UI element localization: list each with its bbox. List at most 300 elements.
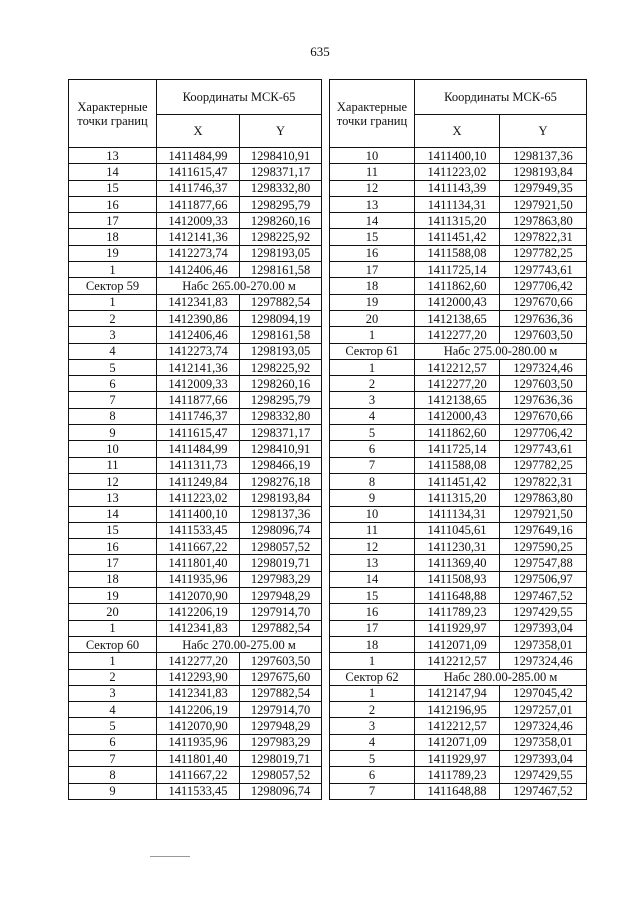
table-row [330, 213, 587, 229]
coord-x: 1411588,08 [415, 245, 500, 261]
coord-y: 1297670,66 [500, 408, 587, 424]
coord-x: 1411746,37 [157, 408, 240, 424]
coord-x: 1411615,47 [157, 425, 240, 441]
coord-x: 1412406,46 [157, 262, 240, 278]
table-row [330, 588, 587, 604]
coord-x: 1412341,83 [157, 620, 240, 636]
coord-x: 1411484,99 [157, 148, 240, 164]
point-number: 13 [330, 555, 415, 571]
coord-y: 1298161,58 [240, 262, 322, 278]
sector-row [69, 636, 322, 652]
coord-y: 1297603,50 [500, 376, 587, 392]
coord-y: 1298057,52 [240, 767, 322, 783]
table-row [330, 196, 587, 212]
table-row [330, 327, 587, 343]
coord-x: 1411862,60 [415, 425, 500, 441]
header-coords-group: Координаты МСК-65 [157, 80, 322, 115]
coord-y: 1297921,50 [500, 196, 587, 212]
point-number: 2 [330, 702, 415, 718]
point-number: 1 [330, 327, 415, 343]
coord-y: 1298193,05 [240, 343, 322, 359]
point-number: 19 [69, 245, 157, 261]
coord-x: 1412009,33 [157, 213, 240, 229]
point-number: 14 [330, 571, 415, 587]
table-row [69, 718, 322, 734]
coord-x: 1411400,10 [415, 148, 500, 164]
coord-x: 1411615,47 [157, 164, 240, 180]
coord-x: 1411588,08 [415, 457, 500, 473]
coord-y: 1297547,88 [500, 555, 587, 571]
table-row [69, 669, 322, 685]
sector-row [330, 669, 587, 685]
point-number: 16 [69, 196, 157, 212]
point-number: 8 [69, 408, 157, 424]
header-x: X [157, 115, 240, 148]
header-y: Y [500, 115, 587, 148]
point-number: 1 [69, 294, 157, 310]
coord-y: 1297429,55 [500, 767, 587, 783]
table-row [69, 783, 322, 799]
coord-y: 1298332,80 [240, 180, 322, 196]
point-number: 12 [330, 180, 415, 196]
coord-y: 1297782,25 [500, 245, 587, 261]
sector-label: Сектор 60 [69, 636, 157, 652]
coord-x: 1412212,57 [415, 718, 500, 734]
table-row [69, 490, 322, 506]
table-row [69, 620, 322, 636]
point-number: 4 [69, 343, 157, 359]
table-row [330, 522, 587, 538]
table-body-left [69, 148, 322, 800]
sector-altitude: Набс 270.00-275.00 м [157, 636, 322, 652]
point-number: 6 [330, 767, 415, 783]
coord-y: 1298137,36 [240, 506, 322, 522]
point-number: 14 [330, 213, 415, 229]
table-row [69, 750, 322, 766]
point-number: 5 [69, 718, 157, 734]
coord-x: 1411451,42 [415, 229, 500, 245]
point-number: 17 [69, 213, 157, 229]
coord-x: 1412277,20 [415, 327, 500, 343]
coord-y: 1297603,50 [500, 327, 587, 343]
coord-y: 1297257,01 [500, 702, 587, 718]
sector-label: Сектор 62 [330, 669, 415, 685]
coord-x: 1411134,31 [415, 196, 500, 212]
table-row [69, 457, 322, 473]
coord-x: 1412147,94 [415, 685, 500, 701]
point-number: 17 [330, 262, 415, 278]
coord-x: 1412206,19 [157, 702, 240, 718]
coord-x: 1411648,88 [415, 588, 500, 604]
coord-x: 1412141,36 [157, 359, 240, 375]
coord-x: 1411230,31 [415, 539, 500, 555]
coord-y: 1297324,46 [500, 359, 587, 375]
coord-y: 1298096,74 [240, 783, 322, 799]
point-number: 12 [330, 539, 415, 555]
point-number: 2 [330, 376, 415, 392]
point-number: 20 [69, 604, 157, 620]
coord-y: 1297358,01 [500, 734, 587, 750]
table-row [330, 310, 587, 326]
point-number: 16 [330, 245, 415, 261]
coord-y: 1298466,19 [240, 457, 322, 473]
coord-x: 1411929,97 [415, 750, 500, 766]
table-row [330, 750, 587, 766]
coord-x: 1412212,57 [415, 359, 500, 375]
coord-x: 1411801,40 [157, 750, 240, 766]
point-number: 1 [69, 653, 157, 669]
point-number: 1 [330, 653, 415, 669]
table-row [330, 718, 587, 734]
coord-x: 1412138,65 [415, 310, 500, 326]
table-row [330, 685, 587, 701]
point-number: 2 [69, 310, 157, 326]
table-row [69, 734, 322, 750]
coord-y: 1298371,17 [240, 164, 322, 180]
table-row [330, 441, 587, 457]
table-row [69, 359, 322, 375]
table-row [69, 229, 322, 245]
table-row [69, 425, 322, 441]
coord-y: 1297949,35 [500, 180, 587, 196]
coord-x: 1412071,09 [415, 636, 500, 652]
coord-y: 1297636,36 [500, 310, 587, 326]
coord-x: 1412341,83 [157, 294, 240, 310]
point-number: 10 [330, 506, 415, 522]
coord-y: 1297948,29 [240, 718, 322, 734]
point-number: 18 [69, 229, 157, 245]
point-number: 13 [69, 490, 157, 506]
point-number: 6 [330, 441, 415, 457]
table-row [330, 278, 587, 294]
coord-x: 1412277,20 [157, 653, 240, 669]
table-row [330, 604, 587, 620]
table-row [69, 408, 322, 424]
table-row [330, 734, 587, 750]
point-number: 3 [330, 392, 415, 408]
scan-mark [150, 856, 190, 857]
point-number: 19 [330, 294, 415, 310]
point-number: 5 [330, 750, 415, 766]
coord-x: 1411508,93 [415, 571, 500, 587]
coord-y: 1298410,91 [240, 441, 322, 457]
table-row [330, 539, 587, 555]
table-row [69, 376, 322, 392]
point-number: 15 [69, 180, 157, 196]
coord-y: 1297706,42 [500, 425, 587, 441]
coord-y: 1297863,80 [500, 213, 587, 229]
point-number: 6 [69, 376, 157, 392]
coord-y: 1298137,36 [500, 148, 587, 164]
table-row [330, 180, 587, 196]
coord-y: 1298096,74 [240, 522, 322, 538]
coord-y: 1298094,19 [240, 310, 322, 326]
coord-y: 1298193,05 [240, 245, 322, 261]
table-row [69, 294, 322, 310]
table-row [330, 262, 587, 278]
table-row [69, 588, 322, 604]
point-number: 9 [69, 783, 157, 799]
table-row [330, 229, 587, 245]
coord-x: 1411143,39 [415, 180, 500, 196]
coord-y: 1297670,66 [500, 294, 587, 310]
header-coords-group: Координаты МСК-65 [415, 80, 587, 115]
table-row [69, 262, 322, 278]
point-number: 10 [69, 441, 157, 457]
coord-y: 1298019,71 [240, 750, 322, 766]
coordinates-table-right [329, 79, 587, 800]
sector-row [330, 343, 587, 359]
table-row [330, 636, 587, 652]
table-row [330, 767, 587, 783]
coord-x: 1411451,42 [415, 473, 500, 489]
point-number: 19 [69, 588, 157, 604]
coord-y: 1297393,04 [500, 620, 587, 636]
table-row [69, 555, 322, 571]
coord-y: 1297706,42 [500, 278, 587, 294]
point-number: 15 [330, 588, 415, 604]
coord-x: 1411935,96 [157, 571, 240, 587]
coord-y: 1298193,84 [240, 490, 322, 506]
coord-x: 1411725,14 [415, 441, 500, 457]
coord-y: 1298225,92 [240, 229, 322, 245]
coord-y: 1298371,17 [240, 425, 322, 441]
sector-altitude: Набс 280.00-285.00 м [415, 669, 587, 685]
point-number: 7 [69, 750, 157, 766]
coord-x: 1411929,97 [415, 620, 500, 636]
coord-y: 1298019,71 [240, 555, 322, 571]
coord-y: 1297822,31 [500, 473, 587, 489]
table-row [69, 213, 322, 229]
table-row [330, 506, 587, 522]
table-row [69, 767, 322, 783]
coord-x: 1412206,19 [157, 604, 240, 620]
coord-y: 1298225,92 [240, 359, 322, 375]
coord-x: 1412212,57 [415, 653, 500, 669]
coord-y: 1297948,29 [240, 588, 322, 604]
table-row [69, 702, 322, 718]
point-number: 7 [69, 392, 157, 408]
point-number: 1 [330, 685, 415, 701]
coord-y: 1297636,36 [500, 392, 587, 408]
table-row [69, 343, 322, 359]
table-row [330, 457, 587, 473]
coord-x: 1411667,22 [157, 539, 240, 555]
table-row [69, 196, 322, 212]
coord-y: 1297914,70 [240, 702, 322, 718]
coord-x: 1412277,20 [415, 376, 500, 392]
table-row [69, 571, 322, 587]
table-row [330, 425, 587, 441]
coord-y: 1297743,61 [500, 441, 587, 457]
coord-y: 1297882,54 [240, 685, 322, 701]
table-row [330, 571, 587, 587]
sector-row [69, 278, 322, 294]
coord-y: 1298332,80 [240, 408, 322, 424]
coord-x: 1412293,90 [157, 669, 240, 685]
coord-x: 1411533,45 [157, 783, 240, 799]
table-row [69, 392, 322, 408]
coord-x: 1411725,14 [415, 262, 500, 278]
coord-y: 1297358,01 [500, 636, 587, 652]
point-number: 8 [330, 473, 415, 489]
point-number: 13 [69, 148, 157, 164]
point-number: 5 [69, 359, 157, 375]
point-number: 2 [69, 669, 157, 685]
point-number: 18 [330, 278, 415, 294]
coord-y: 1298193,84 [500, 164, 587, 180]
table-row [69, 441, 322, 457]
coord-y: 1297467,52 [500, 783, 587, 799]
point-number: 6 [69, 734, 157, 750]
coord-y: 1297914,70 [240, 604, 322, 620]
coord-x: 1411533,45 [157, 522, 240, 538]
table-row [330, 555, 587, 571]
point-number: 18 [330, 636, 415, 652]
coord-x: 1411400,10 [157, 506, 240, 522]
point-number: 17 [330, 620, 415, 636]
table-row [330, 408, 587, 424]
coord-y: 1297675,60 [240, 669, 322, 685]
point-number: 20 [330, 310, 415, 326]
point-number: 4 [330, 408, 415, 424]
header-points: Характерные точки границ [330, 80, 415, 148]
coord-y: 1297324,46 [500, 653, 587, 669]
coord-x: 1411311,73 [157, 457, 240, 473]
table-row [330, 359, 587, 375]
coord-x: 1412071,09 [415, 734, 500, 750]
coord-x: 1411648,88 [415, 783, 500, 799]
coord-y: 1297649,16 [500, 522, 587, 538]
coord-y: 1298295,79 [240, 196, 322, 212]
point-number: 9 [330, 490, 415, 506]
coord-x: 1412141,36 [157, 229, 240, 245]
table-row [330, 783, 587, 799]
table-row [330, 653, 587, 669]
table-row [69, 245, 322, 261]
coord-y: 1297429,55 [500, 604, 587, 620]
coord-y: 1297882,54 [240, 294, 322, 310]
point-number: 16 [330, 604, 415, 620]
coord-y: 1297782,25 [500, 457, 587, 473]
coord-x: 1412138,65 [415, 392, 500, 408]
coord-y: 1297506,97 [500, 571, 587, 587]
point-number: 7 [330, 457, 415, 473]
coord-y: 1298276,18 [240, 473, 322, 489]
coord-y: 1298410,91 [240, 148, 322, 164]
coord-x: 1412390,86 [157, 310, 240, 326]
table-row [330, 148, 587, 164]
table-row [330, 376, 587, 392]
table-row [69, 164, 322, 180]
point-number: 17 [69, 555, 157, 571]
point-number: 13 [330, 196, 415, 212]
point-number: 3 [69, 327, 157, 343]
point-number: 1 [330, 359, 415, 375]
coord-x: 1411935,96 [157, 734, 240, 750]
table-row [69, 506, 322, 522]
point-number: 18 [69, 571, 157, 587]
coord-x: 1411369,40 [415, 555, 500, 571]
coord-x: 1411789,23 [415, 767, 500, 783]
point-number: 9 [69, 425, 157, 441]
point-number: 14 [69, 506, 157, 522]
coord-y: 1297590,25 [500, 539, 587, 555]
table-row [330, 392, 587, 408]
coord-x: 1412196,95 [415, 702, 500, 718]
coord-y: 1297393,04 [500, 750, 587, 766]
point-number: 1 [69, 620, 157, 636]
point-number: 3 [330, 718, 415, 734]
table-row [330, 164, 587, 180]
table-row [69, 539, 322, 555]
coord-y: 1298260,16 [240, 376, 322, 392]
coord-y: 1298057,52 [240, 539, 322, 555]
header-y: Y [240, 115, 322, 148]
coord-x: 1411249,84 [157, 473, 240, 489]
coord-y: 1297822,31 [500, 229, 587, 245]
table-row [69, 310, 322, 326]
sector-label: Сектор 59 [69, 278, 157, 294]
point-number: 14 [69, 164, 157, 180]
coord-y: 1297045,42 [500, 685, 587, 701]
table-row [330, 294, 587, 310]
table-row [69, 653, 322, 669]
table-row [69, 522, 322, 538]
point-number: 10 [330, 148, 415, 164]
table-row [69, 604, 322, 620]
coord-x: 1412273,74 [157, 245, 240, 261]
coord-x: 1411801,40 [157, 555, 240, 571]
table-row [69, 327, 322, 343]
coord-x: 1412273,74 [157, 343, 240, 359]
header-points: Характерные точки границ [69, 80, 157, 148]
coord-y: 1298295,79 [240, 392, 322, 408]
table-row [69, 148, 322, 164]
coord-x: 1411315,20 [415, 213, 500, 229]
table-row [69, 180, 322, 196]
coord-x: 1412341,83 [157, 685, 240, 701]
coord-y: 1297603,50 [240, 653, 322, 669]
sector-altitude: Набс 275.00-280.00 м [415, 343, 587, 359]
coord-x: 1411484,99 [157, 441, 240, 457]
header-x: X [415, 115, 500, 148]
coord-y: 1298260,16 [240, 213, 322, 229]
coordinates-table-left [68, 79, 322, 800]
coord-x: 1411862,60 [415, 278, 500, 294]
page-number: 635 [310, 44, 330, 59]
coord-x: 1411045,61 [415, 522, 500, 538]
coord-x: 1411134,31 [415, 506, 500, 522]
table-body-right [330, 148, 587, 800]
coord-x: 1411877,66 [157, 196, 240, 212]
point-number: 1 [69, 262, 157, 278]
table-row [69, 473, 322, 489]
sector-altitude: Набс 265.00-270.00 м [157, 278, 322, 294]
table-row [330, 620, 587, 636]
point-number: 4 [69, 702, 157, 718]
coord-x: 1411223,02 [415, 164, 500, 180]
coord-y: 1297983,29 [240, 571, 322, 587]
coord-y: 1297324,46 [500, 718, 587, 734]
point-number: 11 [330, 522, 415, 538]
point-number: 11 [330, 164, 415, 180]
coord-x: 1412000,43 [415, 408, 500, 424]
coord-y: 1297863,80 [500, 490, 587, 506]
coord-y: 1297467,52 [500, 588, 587, 604]
point-number: 12 [69, 473, 157, 489]
coord-y: 1297921,50 [500, 506, 587, 522]
